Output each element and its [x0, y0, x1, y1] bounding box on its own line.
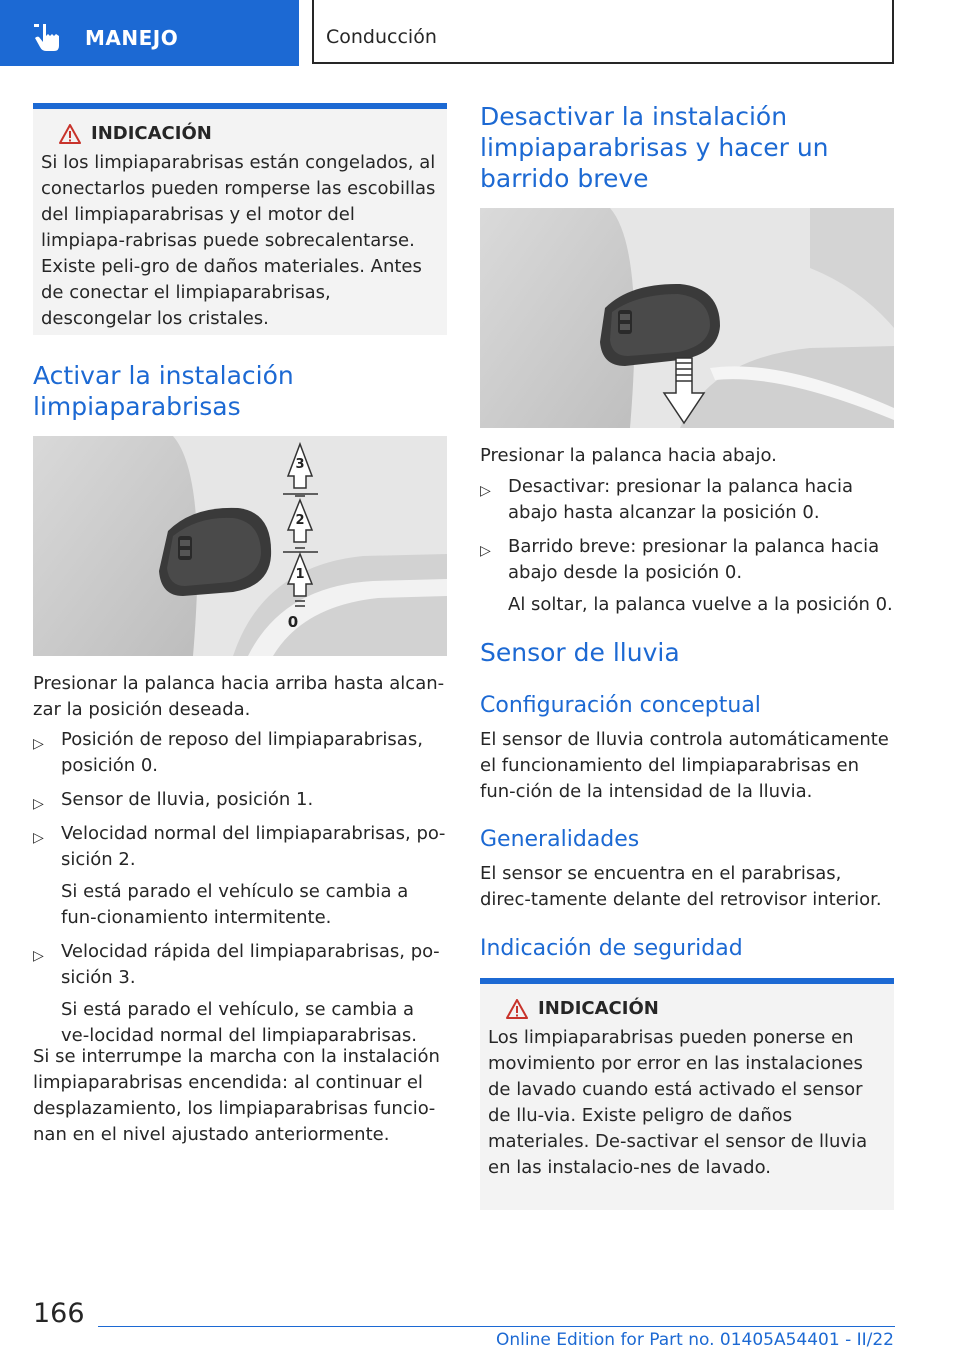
note-title: INDICACIÓN — [91, 123, 212, 144]
left-outro: Si se interrumpe la marcha con la instalación limpiaparabrisas encendida: al continuar el desplazamiento, los limpiaparabrisas funcio‐nan en el nivel ajustado anteriormente. — [33, 1046, 440, 1145]
section-title: MANEJO — [85, 26, 179, 50]
triangle-bullet-icon: ▷ — [480, 483, 491, 499]
bullet-text: Desactivar: presionar la palanca hacia abajo hasta alcanzar la posición 0. — [508, 476, 853, 523]
warning-triangle-icon — [59, 124, 81, 144]
page-number: 166 — [33, 1298, 85, 1329]
list-item — [33, 787, 447, 813]
general-text: El sensor se encuentra en el parabrisas, direc‐tamente delante del retrovisor interior. — [480, 863, 882, 910]
heading-general: Generalidades — [480, 827, 640, 852]
list-item — [480, 534, 894, 618]
wiper-lever-down-figure — [480, 208, 894, 428]
list-item — [33, 821, 447, 931]
triangle-bullet-icon: ▷ — [33, 796, 44, 812]
chapter-header — [312, 0, 894, 64]
right-bullet-list — [480, 474, 894, 626]
footer-edition: Online Edition for Part no. 01405A54401 - II/22 — [495, 1330, 894, 1350]
note-text: Si los limpiaparabrisas están congelados, al conectarlos pueden romperse las escobillas del limpiaparabrisas y el motor del limpiapa‐rabrisas puede sobrecalentarse. Existe peli‐gro de daños materiales. Antes de conectar el limpiaparabrisas, descongelar los cristales. — [41, 152, 436, 329]
triangle-bullet-icon: ▷ — [480, 543, 491, 559]
warning-note-car-wash — [480, 978, 894, 1210]
bullet-text: Posición de reposo del limpiaparabrisas, posición 0. — [61, 729, 423, 776]
heading-deactivate-wiper: Desactivar la instalación limpiaparabrisas y hacer un barrido breve — [480, 102, 829, 193]
bullet-subtext: Si está parado el vehículo, se cambia a ve‐locidad normal del limpiaparabrisas. — [61, 999, 417, 1046]
triangle-bullet-icon: ▷ — [33, 948, 44, 964]
note-title: INDICACIÓN — [538, 998, 659, 1019]
warning-triangle-icon — [506, 999, 528, 1019]
list-item — [33, 939, 447, 1049]
chapter-title: Conducción — [326, 26, 437, 48]
bullet-text: Sensor de lluvia, posición 1. — [61, 789, 314, 810]
heading-concept: Configuración conceptual — [480, 693, 761, 718]
heading-activate-wiper: Activar la instalación limpiaparabrisas — [33, 361, 294, 421]
figure-label: 3 — [295, 457, 305, 472]
list-item — [33, 727, 447, 779]
figure-label: 0 — [287, 613, 299, 631]
wiper-lever-up-figure — [33, 436, 447, 656]
left-bullet-list — [33, 727, 447, 1057]
heading-safety: Indicación de seguridad — [480, 936, 743, 961]
bullet-text: Velocidad normal del limpiaparabrisas, po‐sición 2. — [61, 823, 446, 870]
bullet-subtext: Si está parado el vehículo se cambia a fun‐cionamiento intermitente. — [61, 881, 409, 928]
bullet-text: Barrido breve: presionar la palanca hacia abajo desde la posición 0. — [508, 536, 880, 583]
hand-steering-icon — [34, 22, 68, 52]
concept-text: El sensor de lluvia controla automáticamente el funcionamiento del limpiaparabrisas en fun‐ción de la intensidad de la lluvia. — [480, 729, 889, 802]
right-intro: Presionar la palanca hacia abajo. — [480, 445, 777, 466]
list-item — [480, 474, 894, 526]
triangle-bullet-icon: ▷ — [33, 736, 44, 752]
left-intro: Presionar la palanca hacia arriba hasta alcan‐zar la posición deseada. — [33, 673, 445, 720]
warning-note-frozen — [33, 103, 447, 335]
heading-rain-sensor: Sensor de lluvia — [480, 638, 680, 667]
bullet-text: Velocidad rápida del limpiaparabrisas, po‐sición 3. — [61, 941, 440, 988]
note-text: Los limpiaparabrisas pueden ponerse en movimiento por error en las instalaciones de lavado cuando está activado el sensor de llu‐via. Existe peligro de daños materiales. De‐sactivar el sensor de lluvia en las instalacio‐nes de lavado. — [488, 1027, 868, 1178]
triangle-bullet-icon: ▷ — [33, 830, 44, 846]
bullet-subtext: Al soltar, la palanca vuelve a la posición 0. — [508, 594, 893, 615]
section-tab — [0, 0, 299, 66]
figure-label: 1 — [295, 567, 305, 582]
figure-label: 2 — [295, 513, 305, 528]
footer-divider — [98, 1326, 895, 1327]
